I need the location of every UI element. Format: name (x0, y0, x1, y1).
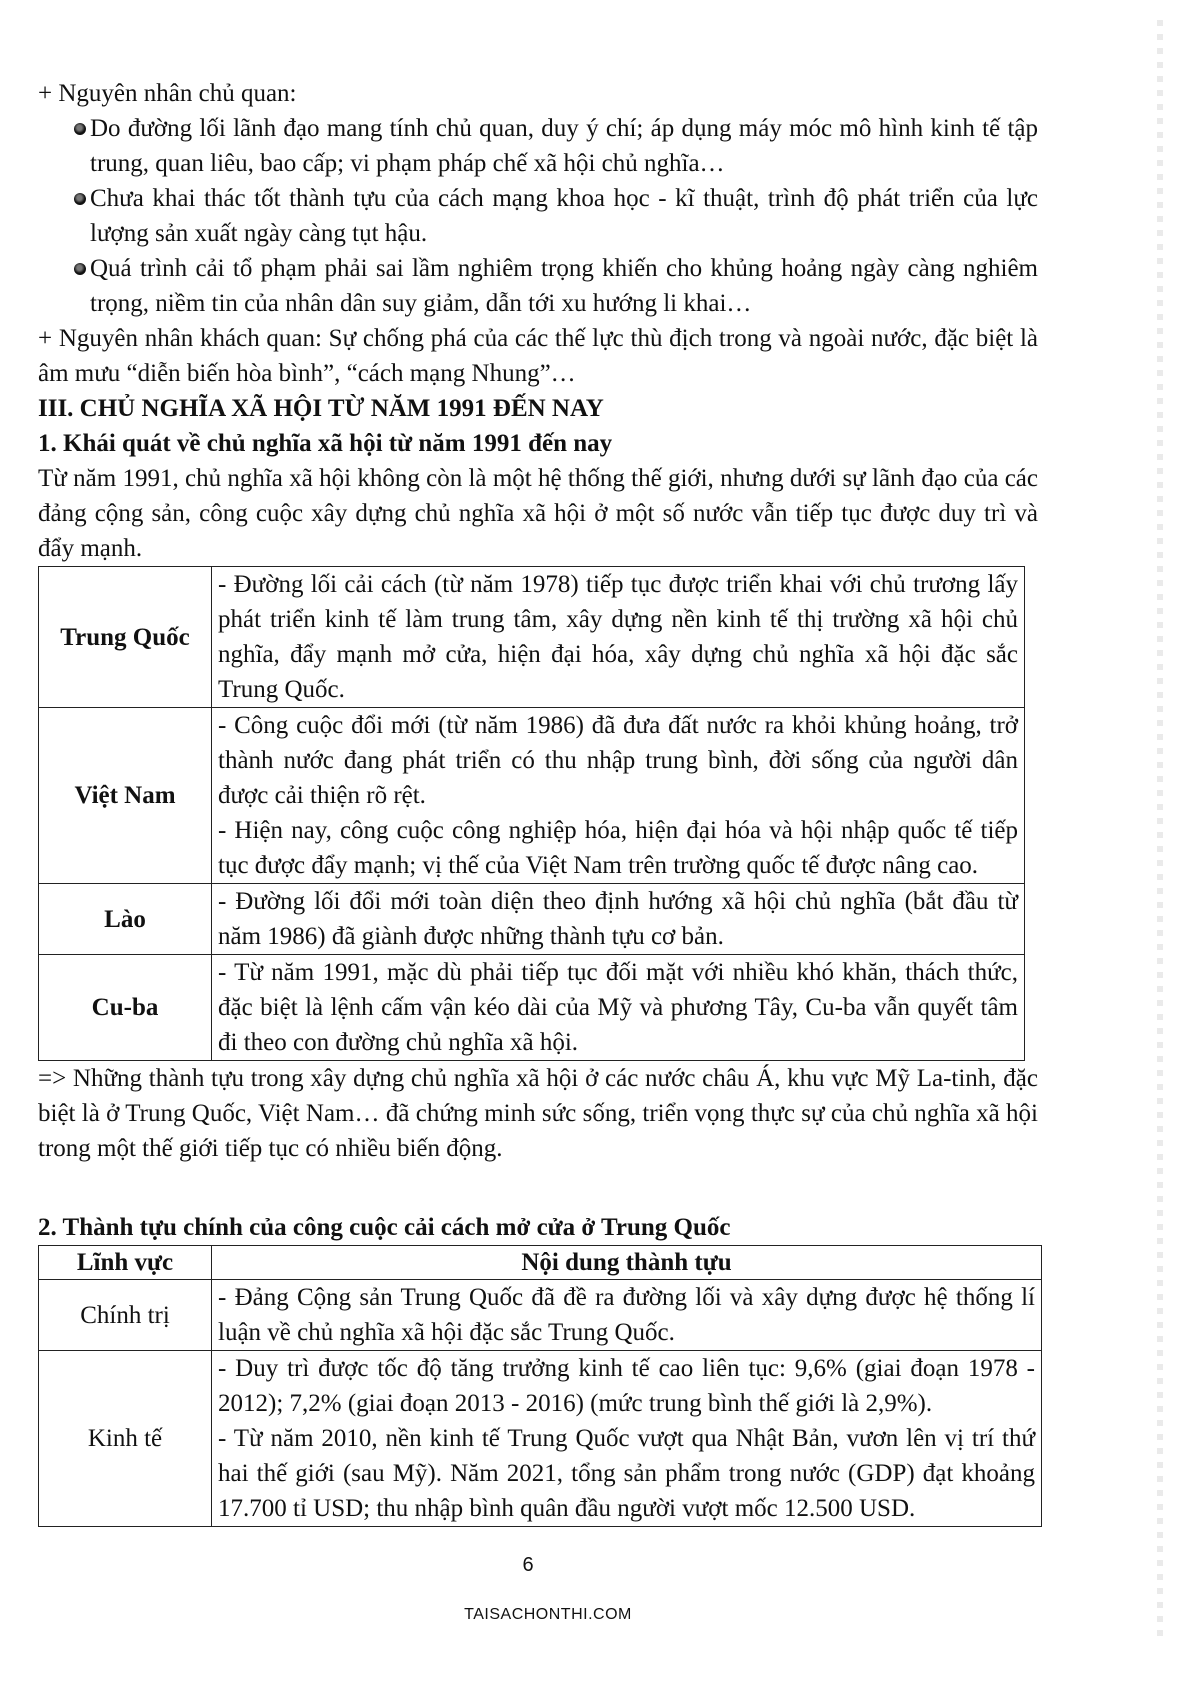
spacer (38, 1166, 1038, 1210)
country-cell: Việt Nam (39, 708, 212, 884)
conclusion-paragraph: => Những thành tựu trong xây dựng chủ nghĩa xã hội ở các nước châu Á, khu vực Mỹ La-tinh, đặc biệt là ở Trung Quốc, Việt Nam… đã chứng minh sức sống, triển vọng thực sự của chủ nghĩa xã hội trong một thế giới tiếp tục có nhiều biến động. (38, 1065, 1038, 1162)
content-line: - Đường lối đổi mới toàn diện theo định hướng xã hội chủ nghĩa (bắt đầu từ năm 1986) đã giành được những thành tựu cơ bản. (218, 888, 1018, 950)
table-row (39, 1351, 1042, 1527)
table-row (39, 955, 1025, 1061)
table-header-row (39, 1246, 1042, 1280)
footer-watermark: TAISACHONTHI.COM (464, 1606, 632, 1623)
document-page (38, 76, 1038, 1527)
field-cell: Kinh tế (39, 1351, 212, 1527)
bullet-icon (74, 123, 86, 135)
subjective-causes-title: + Nguyên nhân chủ quan: (38, 80, 297, 107)
country-cell: Cu-ba (39, 955, 212, 1061)
section-heading: III. CHỦ NGHĨA XÃ HỘI TỪ NĂM 1991 ĐẾN NAY (38, 395, 604, 422)
content-line: - Từ năm 2010, nền kinh tế Trung Quốc vượt qua Nhật Bản, vươn lên vị trí thứ hai thế giới (sau Mỹ). Năm 2021, tổng sản phẩm trong nước (GDP) đạt khoảng 17.700 tỉ USD; thu nhập bình quân đầu người vượt mốc 12.500 USD. (218, 1425, 1035, 1522)
content-cell (212, 955, 1025, 1061)
content-line: - Từ năm 1991, mặc dù phải tiếp tục đối mặt với nhiều khó khăn, thách thức, đặc biệt là lệnh cấm vận kéo dài của Mỹ và phương Tây, Cu-ba vẫn quyết tâm đi theo con đường chủ nghĩa xã hội. (218, 959, 1018, 1056)
content-cell (212, 708, 1025, 884)
content-cell (212, 1351, 1042, 1527)
objective-causes: + Nguyên nhân khách quan: Sự chống phá của các thế lực thù địch trong và ngoài nước, đặc biệt là âm mưu “diễn biến hòa bình”, “cách mạng Nhung”… (38, 325, 1038, 387)
table-row (39, 567, 1025, 708)
content-cell (212, 567, 1025, 708)
table-row (39, 708, 1025, 884)
bullet-icon (74, 193, 86, 205)
subjective-causes-list (38, 111, 1038, 321)
content-line: - Hiện nay, công cuộc công nghiệp hóa, hiện đại hóa và hội nhập quốc tế tiếp tục được đẩy mạnh; vị thế của Việt Nam trên trường quốc tế được nâng cao. (218, 817, 1018, 879)
achievements-table (38, 1245, 1042, 1527)
country-cell: Lào (39, 884, 212, 955)
content-line: - Đường lối cải cách (từ năm 1978) tiếp tục được triển khai với chủ trương lấy phát triển kinh tế làm trung tâm, xây dựng nền kinh tế thị trường xã hội chủ nghĩa, đẩy mạnh mở cửa, hiện đại hóa, xây dựng chủ nghĩa xã hội đặc sắc Trung Quốc. (218, 571, 1018, 703)
overview-paragraph: Từ năm 1991, chủ nghĩa xã hội không còn là một hệ thống thế giới, nhưng dưới sự lãnh đạo của các đảng cộng sản, công cuộc xây dựng chủ nghĩa xã hội ở một số nước vẫn tiếp tục được duy trì và đẩy mạnh. (38, 465, 1038, 562)
country-cell: Trung Quốc (39, 567, 212, 708)
column-header-field: Lĩnh vực (39, 1246, 212, 1280)
list-item (38, 181, 1038, 251)
bullet-text: Do đường lối lãnh đạo mang tính chủ quan, duy ý chí; áp dụng máy móc mô hình kinh tế tập trung, quan liêu, bao cấp; vi phạm pháp chế xã hội chủ nghĩa… (90, 115, 1038, 177)
field-cell: Chính trị (39, 1280, 212, 1351)
content-line: - Công cuộc đổi mới (từ năm 1986) đã đưa đất nước ra khỏi khủng hoảng, trở thành nước đang phát triển có thu nhập trung bình, đời sống của người dân được cải thiện rõ rệt. (218, 712, 1018, 809)
table-row (39, 1280, 1042, 1351)
content-cell (212, 884, 1025, 955)
content-line: - Đảng Cộng sản Trung Quốc đã đề ra đường lối và xây dựng được hệ thống lí luận về chủ nghĩa xã hội đặc sắc Trung Quốc. (218, 1284, 1035, 1346)
scan-edge-artifact (1157, 20, 1163, 1640)
list-item (38, 251, 1038, 321)
bullet-text: Chưa khai thác tốt thành tựu của cách mạng khoa học - kĩ thuật, trình độ phát triển của lực lượng sản xuất ngày càng tụt hậu. (90, 185, 1038, 247)
content-line: - Duy trì được tốc độ tăng trưởng kinh tế cao liên tục: 9,6% (giai đoạn 1978 - 2012); 7,2% (giai đoạn 2013 - 2016) (mức trung bình thế giới là 2,9%). (218, 1355, 1035, 1417)
bullet-text: Quá trình cải tổ phạm phải sai lầm nghiêm trọng khiến cho khủng hoảng ngày càng nghiêm trọng, niềm tin của nhân dân suy giảm, dẫn tới xu hướng li khai… (90, 255, 1038, 317)
content-cell (212, 1280, 1042, 1351)
subsection-heading-2: 2. Thành tựu chính của công cuộc cải cách mở cửa ở Trung Quốc (38, 1214, 731, 1241)
page-number: 6 (522, 1554, 534, 1576)
list-item (38, 111, 1038, 181)
column-header-content: Nội dung thành tựu (212, 1246, 1042, 1280)
subsection-heading: 1. Khái quát về chủ nghĩa xã hội từ năm 1991 đến nay (38, 430, 613, 457)
bullet-icon (74, 263, 86, 275)
table-row (39, 884, 1025, 955)
countries-table (38, 566, 1025, 1061)
